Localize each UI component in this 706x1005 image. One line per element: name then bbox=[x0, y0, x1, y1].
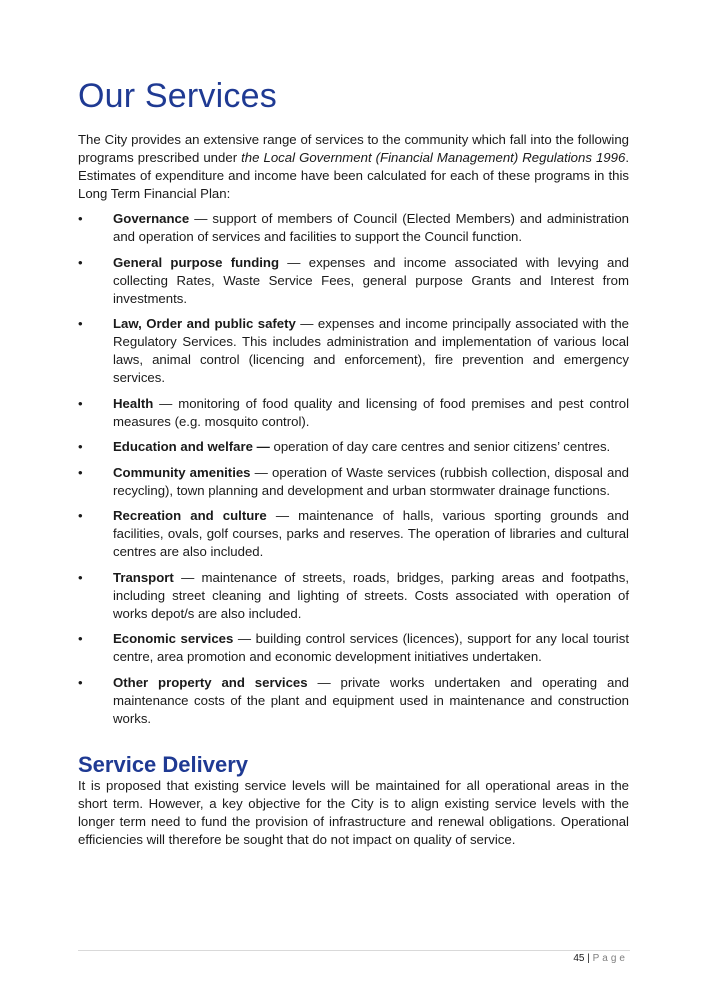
page-number: 45 bbox=[573, 953, 585, 964]
section-heading-service-delivery: Service Delivery bbox=[78, 752, 249, 777]
services-list bbox=[78, 210, 629, 735]
service-title: Other property and services bbox=[113, 674, 308, 690]
service-title: General purpose funding bbox=[113, 254, 280, 270]
service-description: — operation of Waste services (rubbish collection, disposal and recycling), town planning and development and urban stormwater drainage functions. bbox=[113, 464, 629, 498]
service-description: — expenses and income principally associated with the Regulatory Services. This includes administration and implementation of various local laws, animal control (licencing and enforcement), fire prevention and emergency services. bbox=[113, 316, 629, 385]
list-item bbox=[78, 254, 629, 308]
service-description: — monitoring of food quality and licensing of food premises and pest control measures (e.g. mosquito control). bbox=[113, 395, 629, 429]
service-title: Education and welfare — bbox=[113, 439, 270, 454]
page-title: Our Services bbox=[78, 77, 277, 115]
list-item bbox=[78, 464, 629, 500]
service-title: Economic services bbox=[113, 631, 234, 646]
bullet-icon: • bbox=[78, 569, 83, 585]
service-description: — support of members of Council (Elected Members) and administration and operation of services and facilities to support the Council function. bbox=[113, 211, 629, 244]
footer-divider bbox=[78, 950, 630, 951]
service-description: — expenses and income associated with levying and collecting Rates, Waste Service Fees, general purpose Grants and Interest from investments. bbox=[113, 254, 629, 306]
service-title: Community amenities bbox=[113, 464, 251, 480]
service-description: operation of day care centres and senior citizens’ centres. bbox=[269, 439, 611, 454]
intro-paragraph bbox=[78, 131, 629, 203]
service-title: Health bbox=[113, 395, 154, 411]
service-title: Recreation and culture bbox=[113, 508, 267, 523]
list-item bbox=[78, 438, 629, 456]
bullet-icon: • bbox=[78, 316, 83, 331]
list-item bbox=[78, 315, 629, 387]
list-item bbox=[78, 674, 629, 728]
intro-text-end: . Estimates of expenditure and income have been calculated for each of these programs in this Long Term Financial Plan: bbox=[78, 150, 629, 201]
service-description: — maintenance of streets, roads, bridges, parking areas and footpaths, including street cleaning and lighting of streets. Costs associated with operation of works depot/s are also included. bbox=[113, 569, 629, 621]
bullet-icon: • bbox=[78, 254, 83, 270]
page-footer bbox=[573, 953, 628, 965]
service-title: Governance bbox=[113, 211, 190, 226]
service-title: Law, Order and public safety bbox=[113, 316, 296, 331]
service-description: — maintenance of halls, various sporting grounds and facilities, ovals, golf courses, parks and reserves. The operation of libraries and cultural centres are also included. bbox=[113, 508, 629, 559]
bullet-icon: • bbox=[78, 674, 83, 690]
page-separator: | bbox=[584, 953, 593, 964]
regulations-title: the Local Government (Financial Management) Regulations 1996 bbox=[241, 150, 626, 165]
list-item bbox=[78, 395, 629, 431]
bullet-icon: • bbox=[78, 439, 83, 454]
bullet-icon: • bbox=[78, 464, 83, 480]
list-item bbox=[78, 210, 629, 246]
list-item bbox=[78, 569, 629, 623]
bullet-icon: • bbox=[78, 631, 83, 646]
bullet-icon: • bbox=[78, 508, 83, 523]
service-description: — building control services (licences), support for any local tourist centre, area promotion and economic development initiatives undertaken. bbox=[113, 631, 629, 664]
bullet-icon: • bbox=[78, 211, 83, 226]
list-item bbox=[78, 507, 629, 561]
service-description: — private works undertaken and operating and maintenance costs of the plant and equipment used in maintenance and construction works. bbox=[113, 674, 629, 726]
page-label: Page bbox=[592, 953, 628, 964]
list-item bbox=[78, 630, 629, 666]
intro-text: The City provides an extensive range of services to the community which fall into the following programs prescribed under bbox=[78, 132, 629, 165]
bullet-icon: • bbox=[78, 395, 83, 411]
service-title: Transport bbox=[113, 569, 174, 585]
service-delivery-paragraph: It is proposed that existing service levels will be maintained for all operational areas in the short term. However, a key objective for the City is to align existing service levels with the longer term need to fund the provision of infrastructure and renewal obligations. Operational efficiencies will therefore be sought that do not impact on quality of service. bbox=[78, 778, 629, 847]
